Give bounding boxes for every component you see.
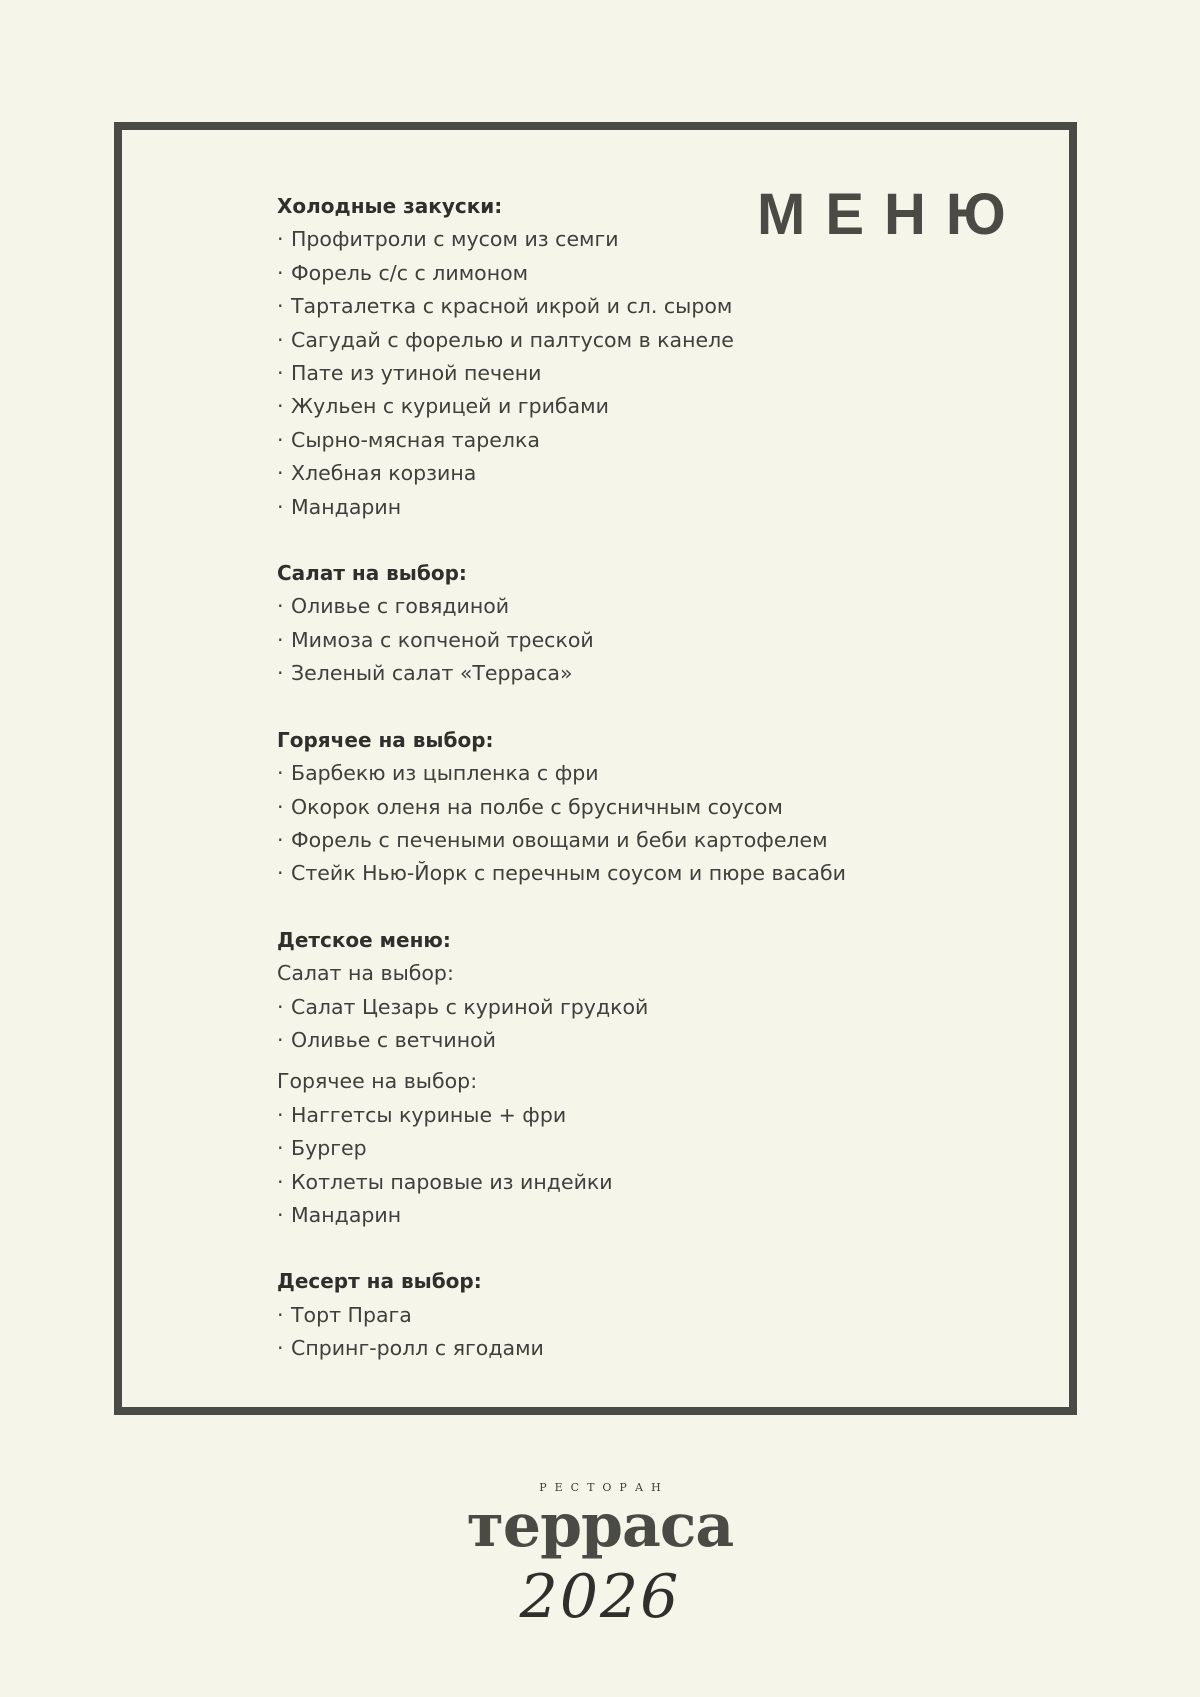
menu-item <box>277 290 917 323</box>
menu-item-label: Сагудай с форелью и палтусом в канеле <box>291 327 734 352</box>
bullet-icon: · <box>277 1169 284 1194</box>
menu-item-label: Форель с печеными овощами и беби картофелем <box>291 827 828 852</box>
menu-item <box>277 991 917 1024</box>
bullet-icon: · <box>277 227 284 252</box>
menu-item <box>277 1199 917 1232</box>
bullet-icon: · <box>277 427 284 452</box>
menu-item-label: Оливье с говядиной <box>291 594 510 619</box>
kids-salad-subheading: Салат на выбор: <box>277 961 454 986</box>
menu-item-label: Сырно-мясная тарелка <box>291 427 540 452</box>
menu-item <box>277 1132 917 1165</box>
section-title: Десерт на выбор: <box>277 1269 482 1294</box>
menu-item <box>277 1099 917 1132</box>
menu-item-label: Оливье с ветчиной <box>291 1027 496 1052</box>
menu-item <box>277 424 917 457</box>
logo-year: 2026 <box>519 1562 681 1632</box>
menu-item <box>277 1024 917 1057</box>
menu-item <box>277 357 917 390</box>
menu-item <box>277 857 917 890</box>
item-list <box>277 223 917 524</box>
menu-item-label: Форель с/с с лимоном <box>291 260 529 285</box>
menu-item-label: Профитроли с мусом из семги <box>291 227 619 252</box>
section-dessert <box>277 1265 917 1365</box>
menu-item <box>277 324 917 357</box>
bullet-icon: · <box>277 627 284 652</box>
menu-item <box>277 590 917 623</box>
section-cold-appetizers <box>277 190 917 524</box>
bullet-icon: · <box>277 1202 284 1227</box>
menu-item-label: Зеленый салат «Терраса» <box>291 661 573 686</box>
menu-item <box>277 1166 917 1199</box>
menu-item <box>277 1299 917 1332</box>
bullet-icon: · <box>277 361 284 386</box>
bullet-icon: · <box>277 494 284 519</box>
menu-item-label: Торт Прага <box>291 1302 412 1327</box>
menu-item-label: Пате из утиной печени <box>291 361 542 386</box>
menu-item-label: Котлеты паровые из индейки <box>291 1169 613 1194</box>
menu-title: МЕНЮ <box>757 182 1026 247</box>
section-title: Салат на выбор: <box>277 561 467 586</box>
bullet-icon: · <box>277 394 284 419</box>
menu-item-label: Жульен с курицей и грибами <box>291 394 609 419</box>
menu-item-label: Спринг-ролл с ягодами <box>291 1336 544 1361</box>
bullet-icon: · <box>277 327 284 352</box>
menu-content <box>277 190 917 1399</box>
section-title: Детское меню: <box>277 927 451 952</box>
item-list <box>277 991 917 1058</box>
kids-hot-subheading: Горячее на выбор: <box>277 1069 478 1094</box>
section-title: Горячее на выбор: <box>277 727 494 752</box>
menu-item <box>277 1332 917 1365</box>
bullet-icon: · <box>277 461 284 486</box>
item-list <box>277 757 917 891</box>
item-list <box>277 1099 917 1233</box>
menu-item <box>277 757 917 790</box>
menu-item <box>277 223 917 256</box>
bullet-icon: · <box>277 794 284 819</box>
menu-item <box>277 624 917 657</box>
menu-item <box>277 791 917 824</box>
menu-item-label: Тарталетка с красной икрой и сл. сыром <box>291 294 733 319</box>
item-list <box>277 590 917 690</box>
bullet-icon: · <box>277 1102 284 1127</box>
logo-subtitle: РЕСТОРАН <box>539 1481 669 1494</box>
bullet-icon: · <box>277 761 284 786</box>
bullet-icon: · <box>277 1027 284 1052</box>
menu-item-label: Хлебная корзина <box>291 461 477 486</box>
bullet-icon: · <box>277 661 284 686</box>
bullet-icon: · <box>277 1336 284 1361</box>
bullet-icon: · <box>277 1302 284 1327</box>
menu-item-label: Мандарин <box>291 494 402 519</box>
item-list <box>277 1299 917 1366</box>
bullet-icon: · <box>277 861 284 886</box>
menu-item <box>277 657 917 690</box>
menu-item-label: Наггетсы куриные + фри <box>291 1102 567 1127</box>
bullet-icon: · <box>277 260 284 285</box>
menu-item-label: Окорок оленя на полбе с брусничным соусом <box>291 794 783 819</box>
logo-brand-name: терраса <box>466 1491 734 1561</box>
menu-item-label: Барбекю из цыпленка с фри <box>291 761 599 786</box>
section-salad <box>277 557 917 691</box>
bullet-icon: · <box>277 827 284 852</box>
menu-item-label: Стейк Нью-Йорк с перечным соусом и пюре васаби <box>291 861 846 886</box>
bullet-icon: · <box>277 994 284 1019</box>
menu-item-label: Салат Цезарь с куриной грудкой <box>291 994 649 1019</box>
menu-item <box>277 824 917 857</box>
section-kids-menu <box>277 924 917 1233</box>
menu-item <box>277 390 917 423</box>
restaurant-logo <box>0 1480 1200 1632</box>
bullet-icon: · <box>277 594 284 619</box>
bullet-icon: · <box>277 294 284 319</box>
section-hot <box>277 724 917 891</box>
section-title: Холодные закуски: <box>277 194 503 218</box>
menu-item-label: Мандарин <box>291 1202 402 1227</box>
menu-item <box>277 257 917 290</box>
menu-item-label: Бургер <box>291 1136 367 1161</box>
menu-item <box>277 457 917 490</box>
bullet-icon: · <box>277 1136 284 1161</box>
menu-item-label: Мимоза с копченой треской <box>291 627 594 652</box>
menu-item <box>277 491 917 524</box>
